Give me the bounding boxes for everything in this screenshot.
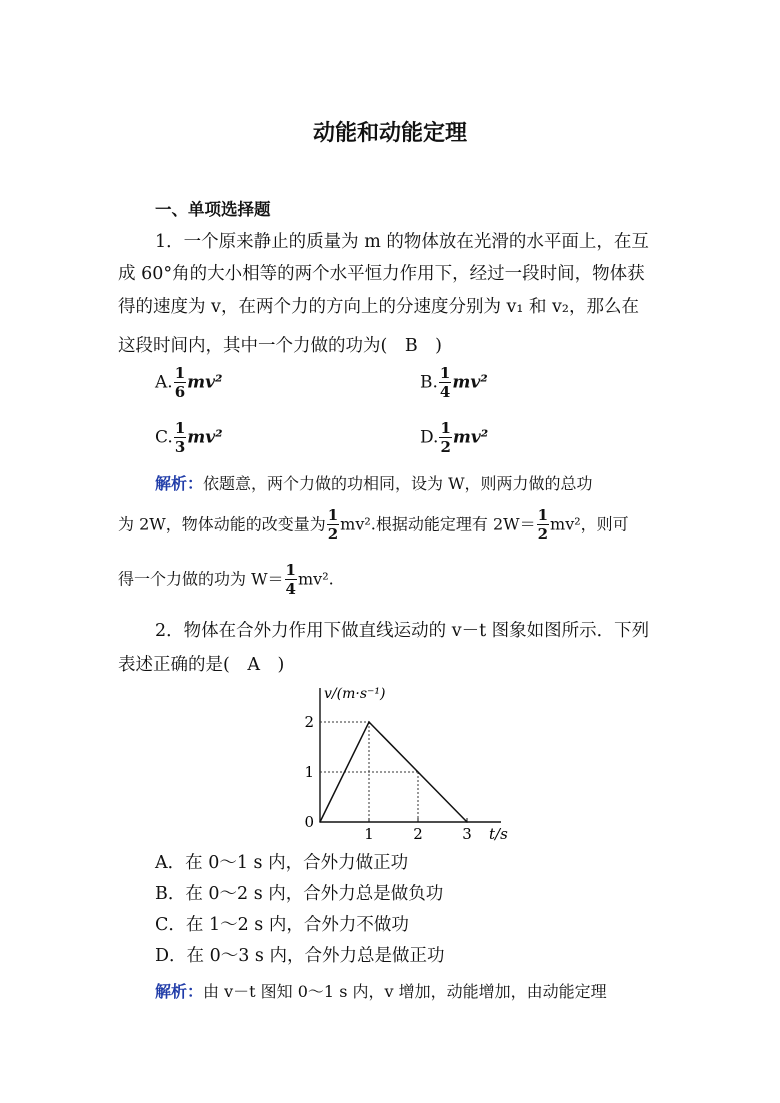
q1-analysis-line-2: 为 2W，物体动能的改变量为 $\frac{1}{2}$ mv².根据动能定理有 2W＝ $\frac{1}{2}$ mv²，则可 (118, 506, 629, 543)
q2-option-d: D．在 0～3 s 内，合外力总是做正功 (155, 946, 445, 966)
q2-line-2: 表述正确的是( A ) (118, 655, 285, 675)
section-heading: 一、单项选择题 (155, 200, 271, 219)
analysis-label: 解析： (155, 982, 204, 1001)
q2-option-b: B．在 0～2 s 内，合外力总是做负功 (155, 884, 444, 904)
x-tick-label-1: 2 (413, 825, 423, 843)
page-title: 动能和动能定理 (312, 121, 467, 146)
q1-option-c: C. $\frac{1}{3}$ mv² (155, 419, 223, 456)
q1-option-a: A. $\frac{1}{6}$ mv² (155, 364, 223, 401)
q1-line-4: 这段时间内，其中一个力做的功为( B ) (118, 336, 443, 356)
origin-label: 0 (304, 813, 314, 831)
q1-line-1: 1．一个原来静止的质量为 m 的物体放在光滑的水平面上，在互 (155, 232, 649, 252)
x-tick-label-0: 1 (364, 825, 374, 843)
q1-analysis-line-3: 得一个力做的功为 W＝ $\frac{1}{4}$ mv². (118, 561, 334, 598)
vt-graph (290, 680, 520, 845)
y-tick-label-1: 2 (304, 713, 314, 731)
analysis-label: 解析： (155, 474, 204, 493)
q2-analysis: 解析：由 v－t 图知 0～1 s 内，v 增加，动能增加，由动能定理 (155, 982, 607, 1001)
q1-option-b: B. $\frac{1}{4}$ mv² (420, 364, 488, 401)
q1-line-3: 得的速度为 v，在两个力的方向上的分速度分别为 v₁ 和 v₂，那么在 (118, 297, 639, 317)
data-point-1 (368, 721, 370, 723)
q1-line-2: 成 60°角的大小相等的两个水平恒力作用下，经过一段时间，物体获 (118, 264, 645, 284)
x-tick-label-2: 3 (462, 825, 472, 843)
q1-analysis-line-1: 解析：依题意，两个力做的功相同，设为 W，则两力做的总功 (155, 474, 593, 493)
q2-option-c: C．在 1～2 s 内，合外力不做功 (155, 915, 409, 935)
q2-line-1: 2．物体在合外力作用下做直线运动的 v－t 图象如图所示．下列 (155, 621, 650, 641)
y-tick-label-0: 1 (304, 763, 314, 781)
y-axis-label: v/(m·s⁻¹) (324, 686, 386, 702)
data-point-0 (319, 821, 321, 823)
q2-option-a: A．在 0～1 s 内，合外力做正功 (155, 853, 409, 873)
q1-option-d: D. $\frac{1}{2}$ mv² (420, 419, 489, 456)
x-axis-label: t/s (489, 825, 508, 843)
